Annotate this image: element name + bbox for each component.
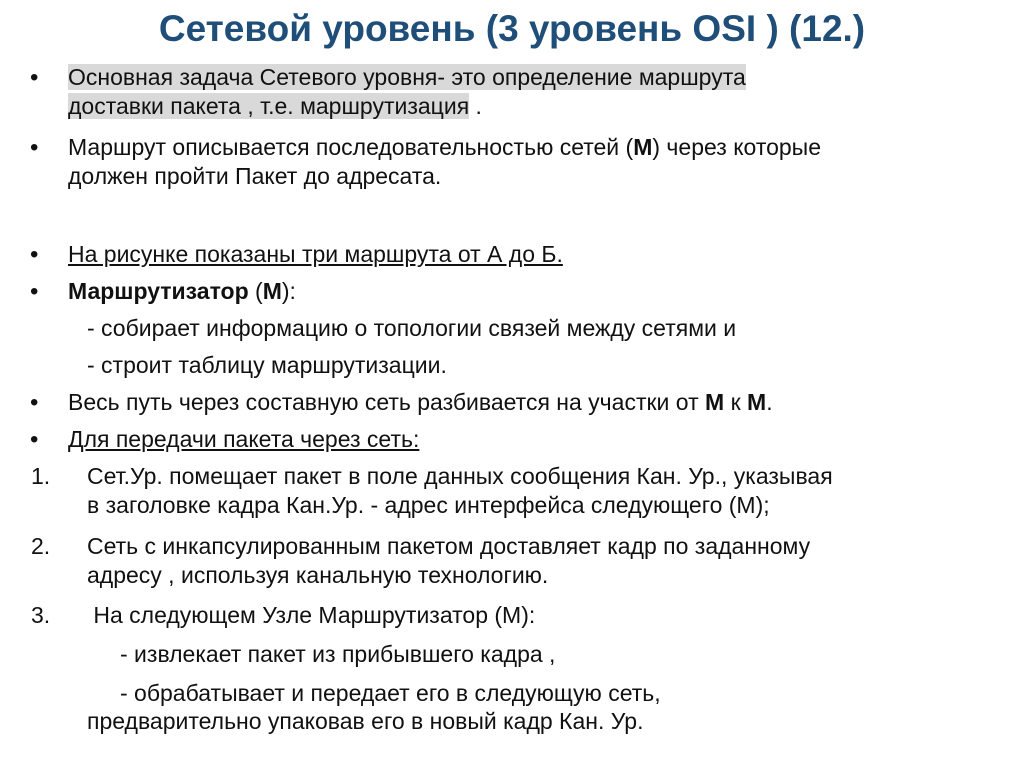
main-task-line-2: доставки пакета , т.е. маршрутизация . [68, 93, 482, 119]
step-1-line-1: Сет.Ур. помещает пакет в поле данных сообщения Кан. Ур., указывая [87, 463, 833, 489]
route-description-line-2: должен пройти Пакет до адресата. [68, 163, 442, 189]
figure-note: На рисунке показаны три маршрута от А до Б. [68, 241, 563, 267]
bullet-marker: • [30, 134, 39, 161]
router-heading: Маршрутизатор (М): [68, 278, 296, 304]
highlighted-text: доставки пакета , т.е. маршрутизация [68, 93, 470, 119]
highlighted-text: Основная задача Сетевого уровня- это определение маршрута [68, 64, 746, 90]
route-description-line-1: Маршрут описывается последовательностью сетей (М) через которые [68, 134, 822, 160]
list-number-1: 1. [31, 463, 51, 489]
transfer-heading: Для передачи пакета через сеть: [68, 426, 420, 452]
step-3-task-1: - извлекает пакет из прибывшего кадра , [120, 641, 556, 667]
list-number-2: 2. [31, 533, 51, 559]
list-number-3: 3. [31, 602, 51, 628]
router-task-1: - собирает информацию о топологии связей между сетями и [87, 315, 737, 341]
bullet-marker: • [30, 278, 39, 305]
bullet-marker: • [30, 389, 39, 416]
step-3-task-2: - обрабатывает и передает его в следующую сеть, [120, 680, 661, 706]
step-1-line-2: в заголовке кадра Кан.Ур. - адрес интерфейса следующего (М); [87, 492, 770, 518]
bullet-marker: • [30, 426, 39, 453]
path-segments-line: Весь путь через составную сеть разбивается на участки от М к М. [68, 389, 773, 415]
slide-title: Сетевой уровень (3 уровень OSI ) (12.) [158, 8, 866, 49]
step-3-line-1: На следующем Узле Маршрутизатор (М): [87, 602, 536, 628]
bullet-marker: • [30, 241, 39, 268]
step-2-line-1: Сеть с инкапсулированным пакетом доставляет кадр по заданному [87, 533, 811, 559]
router-task-2: - строит таблицу маршрутизации. [87, 352, 447, 378]
step-2-line-2: адресу , используя канальную технологию. [87, 562, 549, 588]
bullet-marker: • [30, 64, 39, 91]
main-task-line-1 [68, 63, 746, 92]
step-3-task-2-cont: предварительно упаковав его в новый кадр Кан. Ур. [87, 708, 644, 734]
